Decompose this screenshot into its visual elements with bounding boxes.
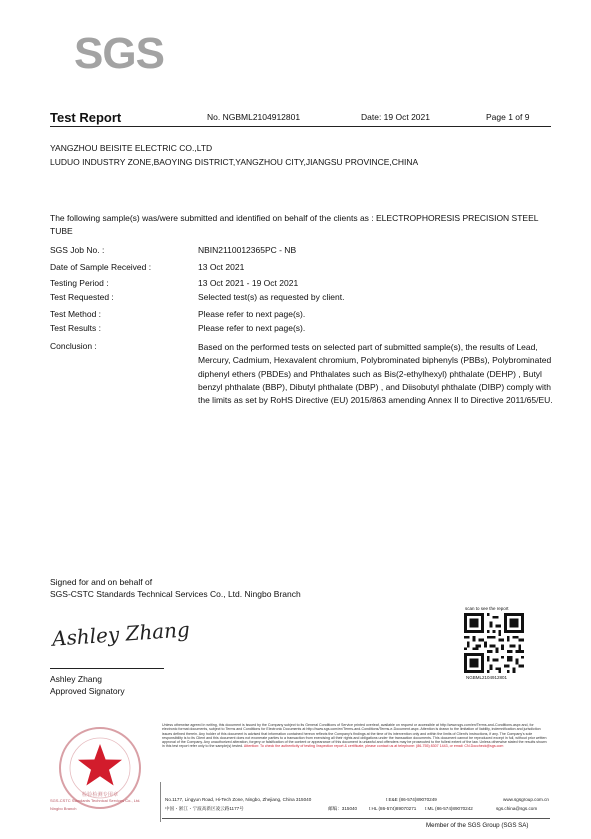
member-statement: Member of the SGS Group (SGS SA): [426, 822, 529, 829]
legal-disclaimer: [162, 723, 550, 749]
report-title: Test Report: [50, 110, 122, 125]
footer-divider: [162, 818, 550, 819]
field-value-test-requested: Selected test(s) as requested by client.: [198, 292, 345, 302]
website-link[interactable]: www.sgsgroup.com.cn: [503, 797, 549, 802]
phone-chinese: t HL (86-574)89070271: [369, 806, 417, 811]
seal-line-2: Ningbo Branch: [50, 806, 77, 811]
field-value-conclusion: Based on the performed tests on selected part of submitted sample(s), the results of Lead, Mercury, Cadmium, Hexavalent chromium, Polybrominated biphenyls (PBBs), Polybrominated diphenyl ethers (PBDEs) and Phthalates such as Bis(2-ethylhexyl) phthalate (DEHP) , Butyl benzyl phthalate (BBP), Dibutyl phthalate (DBP) , and Diisobutyl phthalate (DIBP) comply with the limits as set by RoHS Directive (EU) 2015/863 amending Annex II to Directive 2011/65/EU.: [198, 342, 553, 406]
report-date: Date: 19 Oct 2021: [361, 112, 430, 122]
handwritten-signature: Ashley Zhang: [51, 617, 191, 651]
seal-line-1: SGS-CSTC Standards Technical Services Co., Ltd.: [50, 798, 141, 803]
address-english: No.1177, Lingyun Road, Hi-Tech Zone, Ningbo, Zhejiang, China 315040: [165, 797, 312, 802]
field-label-test-method: Test Method :: [50, 309, 102, 319]
field-value-test-method: Please refer to next page(s).: [198, 309, 306, 319]
qr-code-icon[interactable]: [464, 613, 524, 673]
qr-caption: scan to see the report: [465, 606, 509, 611]
client-name: YANGZHOU BEISITE ELECTRIC CO.,LTD: [50, 143, 213, 153]
field-label-test-requested: Test Requested :: [50, 292, 114, 302]
signatory-name: Ashley Zhang: [50, 674, 102, 684]
client-address: LUDUO INDUSTRY ZONE,BAOYING DISTRICT,YANGZHOU CITY,JIANGSU PROVINCE,CHINA: [50, 157, 419, 167]
authenticity-attention: Attention: To check the authenticity of testing /inspection report & certificate, please contact us at telephone: (86-755) 8307 1443, or email: CN.Doccheck@sgs.com: [243, 744, 504, 749]
signed-line-1: Signed for and on behalf of: [50, 577, 153, 587]
report-number: No. NGBML2104912801: [207, 112, 301, 122]
field-value-job-no: NBIN2110012365PC - NB: [198, 245, 297, 255]
seal-center-text: 检验检测专用章: [81, 792, 119, 798]
sample-intro: The following sample(s) was/were submitted and identified on behalf of the clients as : ELECTROPHORESIS PRECISION STEEL TUBE: [50, 213, 539, 236]
footer-vertical-divider: [160, 782, 161, 822]
postcode-chinese: 邮编：315040: [328, 806, 358, 811]
header-divider: [50, 126, 551, 127]
signatory-role: Approved Signatory: [50, 686, 125, 696]
field-label-date-received: Date of Sample Received :: [50, 262, 152, 272]
fax-chinese: t ML (86-574)89070242: [425, 806, 473, 811]
sgs-logo-text: SGS: [74, 29, 164, 76]
phone-english: t E&E (86-574)89070249: [386, 797, 437, 802]
sgs-logo: [74, 28, 164, 76]
signature-line: [50, 668, 164, 669]
address-chinese: 中国・浙江・宁波高新区凌云路1177号: [165, 806, 244, 811]
signed-line-2: SGS-CSTC Standards Technical Services Co., Ltd. Ningbo Branch: [50, 589, 301, 599]
field-label-job-no: SGS Job No. :: [50, 245, 105, 255]
field-value-test-results: Please refer to next page(s).: [198, 323, 306, 333]
field-value-date-received: 13 Oct 2021: [198, 262, 245, 272]
field-label-testing-period: Testing Period :: [50, 278, 109, 288]
disclaimer-text: Unless otherwise agreed in writing, this document is issued by the Company subject to its General Conditions of Service printed overleaf, available on request or accessible at http://www.sgs.com/en/Terms-and-Conditions.aspx and, for electronic format documents, subject to Terms and Conditions for Electronic Documents at http://www.sgs.com/en/Terms-and-Conditions/Terms-e-Document.aspx. Attention is drawn to the limitation of liability, indemnification and jurisdiction issues defined therein. Any holder of this document is advised that information contained hereon reflects the Company's findings at the time of its intervention only and within the limits of Client's instructions, if any. The Company's sole responsibility is to its Client and this document does not exonerate parties to a transaction from exercising all their rights and obligations under the transaction documents. This document cannot be reproduced except in full, without prior written approval of the Company. Any unauthorized alteration, forgery or falsification of the content or appearance of this document is unlawful and offenders may be prosecuted to the fullest extent of the law. Unless otherwise stated the results shown in this test report refer only to the sample(s) tested.: [162, 723, 547, 749]
star-icon: [78, 744, 122, 786]
qr-report-id: NGBML2104912801: [466, 675, 508, 680]
field-label-conclusion: Conclusion :: [50, 341, 97, 351]
page-number: Page 1 of 9: [486, 112, 530, 122]
field-value-testing-period: 13 Oct 2021 - 19 Oct 2021: [198, 278, 299, 288]
email-link[interactable]: sgs.china@sgs.com: [496, 806, 538, 811]
field-label-test-results: Test Results :: [50, 323, 102, 333]
